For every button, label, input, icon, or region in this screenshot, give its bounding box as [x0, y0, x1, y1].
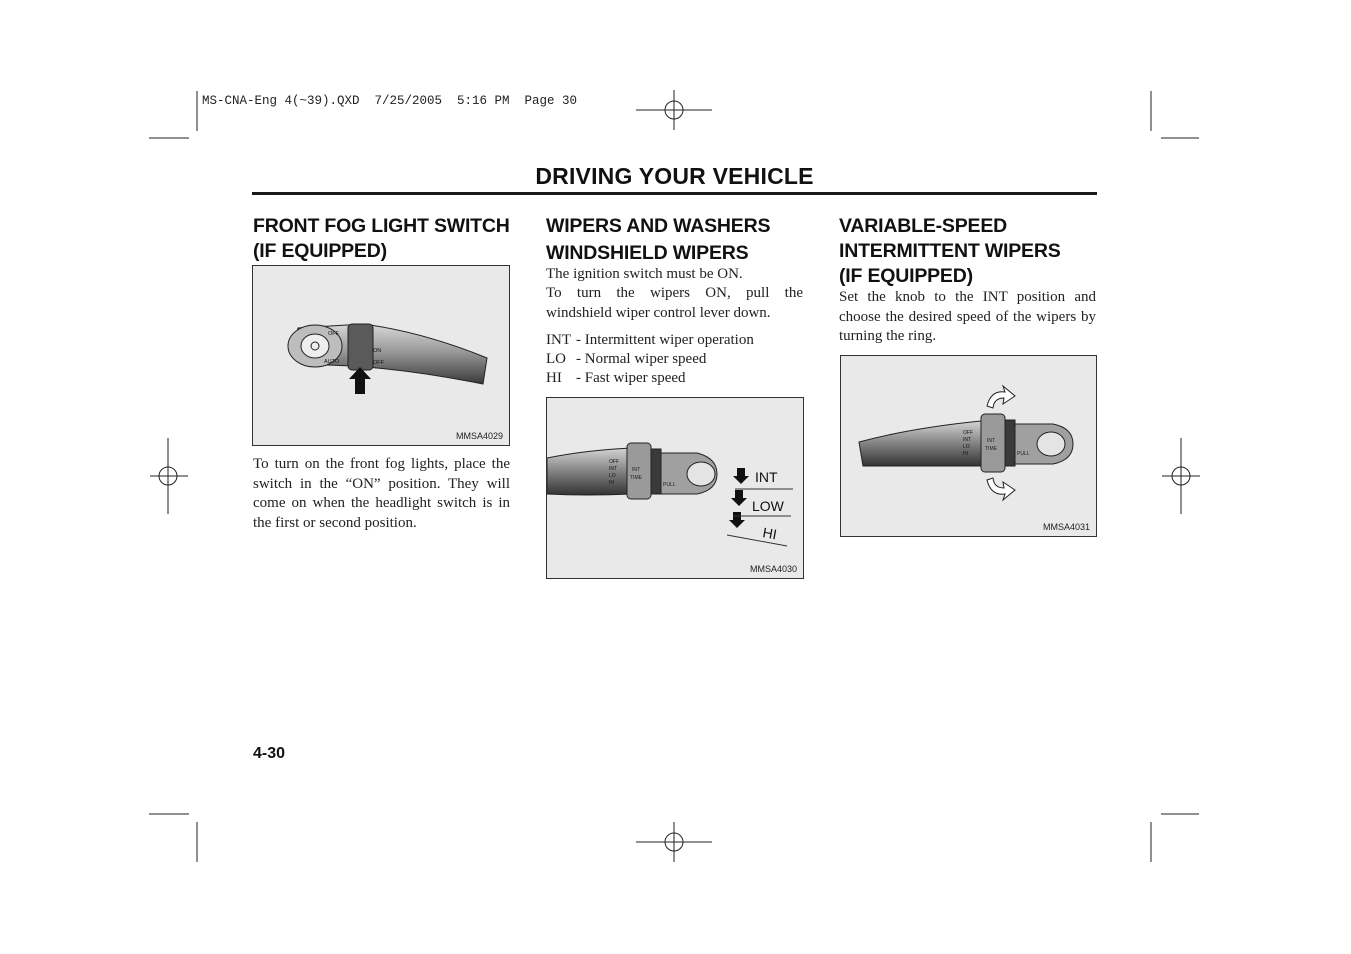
up-arrow-icon [349, 367, 371, 394]
wipers-paragraph-1: The ignition switch must be ON. [546, 266, 743, 282]
down-arrow-icon [729, 512, 745, 528]
fog-light-heading [253, 214, 523, 264]
int-time-label-2: TIME [985, 446, 997, 452]
scale-hi: HI [609, 480, 614, 486]
down-arrow-icon [731, 490, 747, 506]
low-position-label: LOW [752, 498, 784, 514]
list-item [546, 331, 803, 350]
variable-speed-heading-line-2: INTERMITTENT WIPERS [839, 240, 1061, 262]
int-time-label-1: INT [987, 438, 996, 444]
pull-label: PULL [1017, 451, 1030, 457]
wiper-speed-list [546, 331, 803, 388]
fog-label-off-top: OFF [328, 331, 339, 337]
page-title: DRIVING YOUR VEHICLE [535, 163, 814, 189]
scale-int: INT [963, 437, 972, 443]
rotate-down-arrow-icon [987, 478, 1015, 500]
figure-code: MMSA4031 [1042, 522, 1090, 532]
fog-label-on: ON [373, 348, 382, 354]
int-position-label: INT [755, 469, 778, 485]
header-rule [252, 192, 1097, 195]
hi-position-label: HI [761, 524, 779, 543]
item-key: LO [546, 351, 566, 367]
variable-speed-heading-line-3: (IF EQUIPPED) [839, 265, 973, 287]
scale-lo: LO [963, 444, 970, 450]
registration-mark-left [150, 438, 188, 514]
item-text: - Normal wiper speed [576, 351, 707, 367]
variable-speed-figure [840, 355, 1097, 537]
registration-mark-right [1162, 438, 1200, 514]
item-key: HI [546, 370, 562, 386]
fog-label-off: OFF [373, 360, 384, 366]
variable-speed-heading [839, 214, 1109, 289]
scale-off: OFF [963, 430, 973, 436]
fog-light-figure [252, 265, 510, 446]
scale-lo: LO [609, 473, 616, 479]
pull-label: PULL [663, 482, 676, 488]
scale-off: OFF [609, 459, 619, 465]
scale-hi: HI [963, 451, 968, 457]
wiper-lever-illustration [547, 398, 803, 578]
windshield-wipers-subheading: WINDSHIELD WIPERS [546, 242, 749, 264]
fog-light-switch-illustration [253, 266, 509, 445]
fog-light-heading-line-2: (IF EQUIPPED) [253, 240, 387, 262]
fog-light-heading-line-1: FRONT FOG LIGHT SWITCH [253, 215, 510, 237]
registration-mark-bottom [636, 822, 712, 862]
page-number: 4-30 [253, 745, 286, 762]
print-slug: MS-CNA-Eng 4(~39).QXD 7/25/2005 5:16 PM Page 30 [202, 94, 578, 108]
figure-code: MMSA4029 [455, 431, 503, 441]
variable-speed-heading-line-1: VARIABLE-SPEED [839, 215, 1008, 237]
wipers-paragraph-2: To turn the wipers ON, pull the windshield wiper control lever down. [546, 285, 803, 321]
wipers-washers-heading: WIPERS AND WASHERS [546, 215, 771, 237]
fog-label-auto: AUTO [324, 359, 340, 365]
fog-light-body: To turn on the front fog lights, place the switch in the “ON” position. They will come on when the headlight switch is in the first or second position. [253, 456, 510, 531]
item-key: INT [546, 332, 571, 348]
registration-mark-top [636, 90, 712, 130]
int-time-label-1: INT [632, 467, 641, 473]
rotate-up-arrow-icon [987, 386, 1015, 408]
item-text: - Intermittent wiper operation [576, 332, 754, 348]
wiper-lever-figure [546, 397, 804, 579]
int-time-label-2: TIME [630, 475, 642, 481]
down-arrow-icon [733, 468, 749, 484]
figure-code: MMSA4030 [749, 564, 797, 574]
variable-speed-body: Set the knob to the INT position and choose the desired speed of the wipers by turning the ring. [839, 289, 1096, 344]
list-item [546, 350, 803, 369]
variable-speed-illustration [841, 356, 1096, 536]
list-item [546, 369, 803, 388]
scale-int: INT [609, 466, 618, 472]
item-text: - Fast wiper speed [576, 370, 686, 386]
